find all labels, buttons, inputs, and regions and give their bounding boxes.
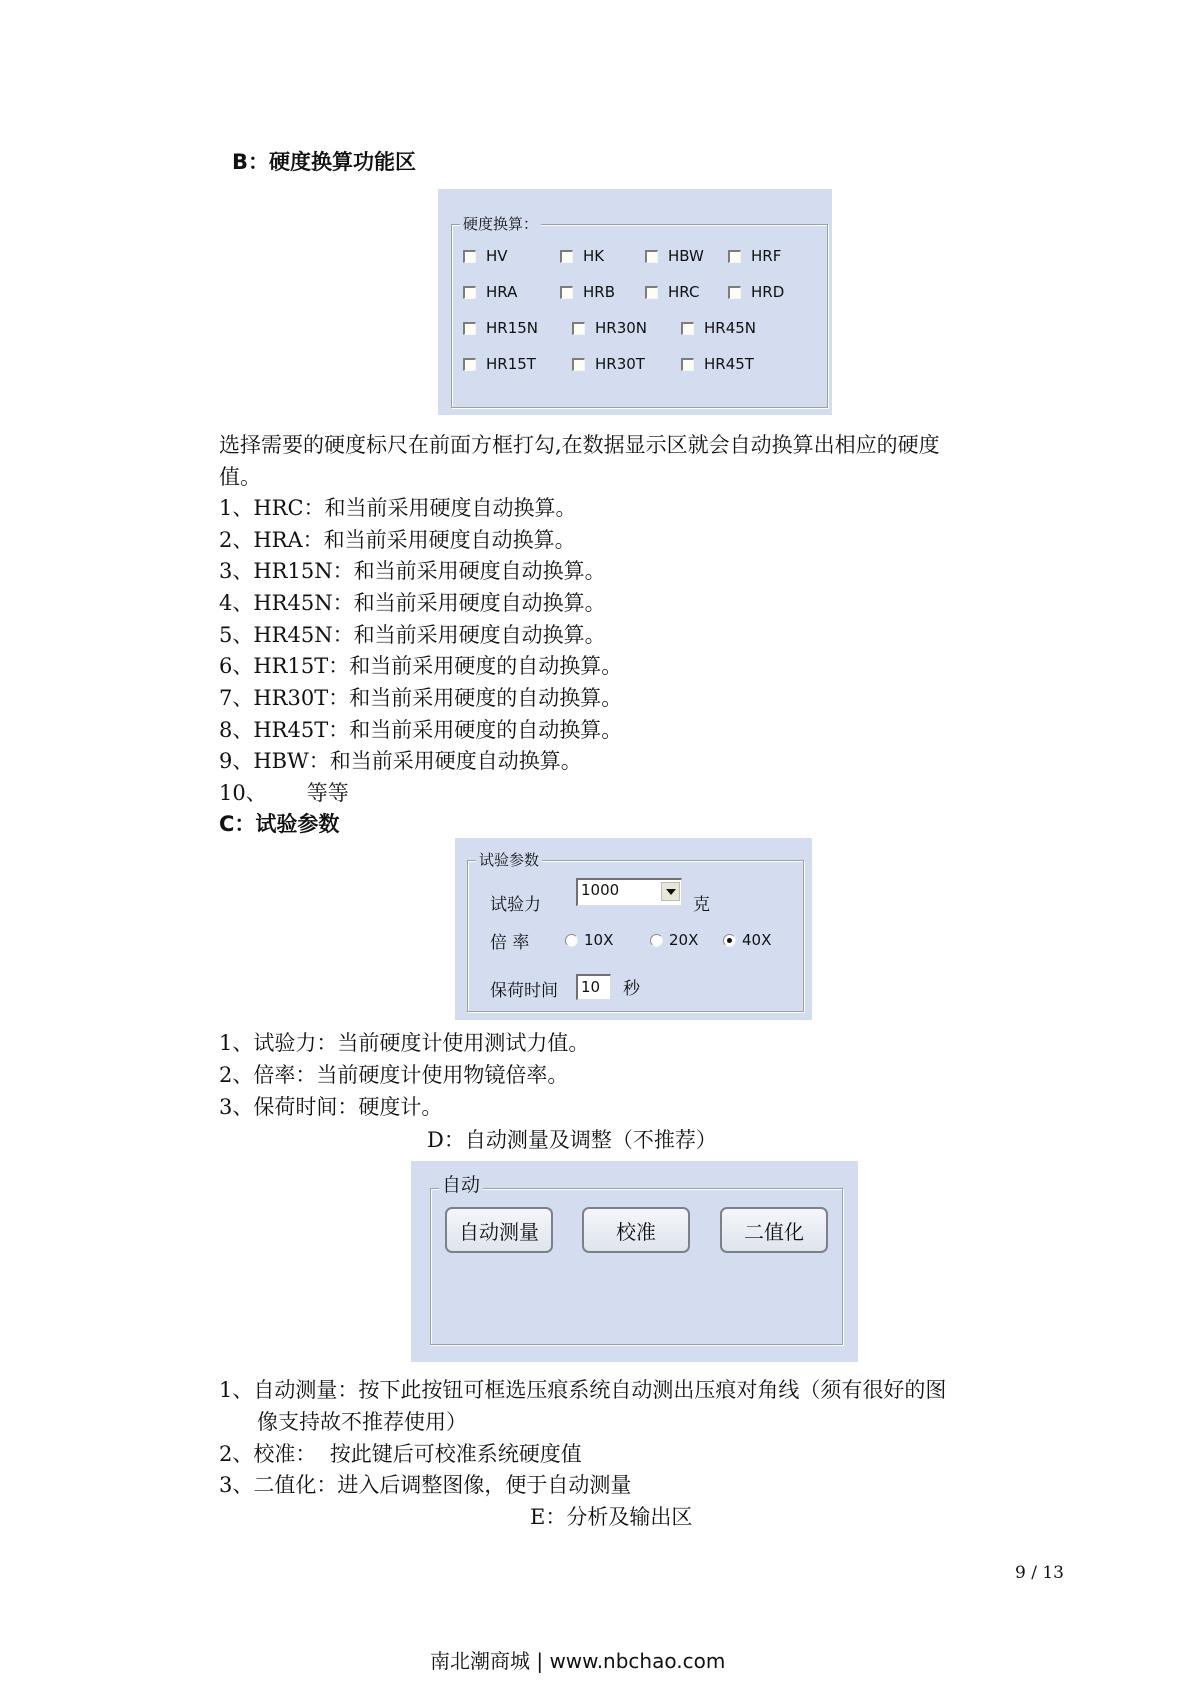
radio-40x[interactable] — [723, 931, 771, 949]
radio-circle[interactable] — [650, 934, 663, 947]
checkbox-hr30n[interactable] — [572, 319, 647, 337]
group-legend: 试验参数 — [476, 850, 542, 870]
checkbox-box[interactable] — [645, 286, 658, 299]
checkbox-label: HR30T — [595, 355, 645, 373]
checkbox-box[interactable] — [728, 286, 741, 299]
checkbox-label: HK — [583, 247, 605, 265]
force-value: 1000 — [581, 881, 620, 899]
list-item: 3、保荷时间：硬度计。 — [219, 1095, 443, 1119]
checkbox-hr45t[interactable] — [681, 355, 754, 373]
radio-circle-selected[interactable] — [723, 934, 736, 947]
checkbox-hr30t[interactable] — [572, 355, 645, 373]
calibrate-button[interactable]: 校准 — [582, 1207, 690, 1253]
checkbox-hrc[interactable] — [645, 283, 699, 301]
list-item: 1、自动测量：按下此按钮可框选压痕系统自动测出压痕对角线（须有很好的图 — [219, 1378, 947, 1402]
checkbox-box[interactable] — [572, 358, 585, 371]
list-item: 8、HR45T：和当前采用硬度的自动换算。 — [219, 718, 623, 742]
checkbox-label: HR45T — [704, 355, 754, 373]
checkbox-label: HRB — [583, 283, 615, 301]
checkbox-hv[interactable] — [463, 247, 508, 265]
list-item: 2、倍率：当前硬度计使用物镜倍率。 — [219, 1063, 569, 1087]
checkbox-box[interactable] — [645, 250, 658, 263]
list-item: 2、校准： 按此键后可校准系统硬度值 — [219, 1442, 582, 1466]
radio-10x[interactable] — [565, 931, 613, 949]
checkbox-hbw[interactable] — [645, 247, 704, 265]
magnification-label: 倍 率 — [490, 933, 530, 953]
checkbox-hra[interactable] — [463, 283, 517, 301]
checkbox-box[interactable] — [463, 358, 476, 371]
list-item: 6、HR15T：和当前采用硬度的自动换算。 — [219, 654, 623, 678]
section-b-heading: B：硬度换算功能区 — [232, 150, 417, 174]
checkbox-label: HBW — [668, 247, 704, 265]
checkbox-label: HRD — [751, 283, 785, 301]
checkbox-label: HRF — [751, 247, 782, 265]
list-item: 1、试验力：当前硬度计使用测试力值。 — [219, 1031, 590, 1055]
section-d-heading: D：自动测量及调整（不推荐） — [427, 1128, 717, 1152]
checkbox-label: HV — [486, 247, 508, 265]
section-c-heading: C：试验参数 — [219, 812, 340, 836]
checkbox-label: HRC — [668, 283, 700, 301]
checkbox-box[interactable] — [463, 250, 476, 263]
checkbox-box[interactable] — [463, 322, 476, 335]
checkbox-hr45n[interactable] — [681, 319, 756, 337]
checkbox-box[interactable] — [560, 250, 573, 263]
checkbox-box[interactable] — [728, 250, 741, 263]
checkbox-box[interactable] — [681, 358, 694, 371]
checkbox-hr15t[interactable] — [463, 355, 536, 373]
checkbox-hr15n[interactable] — [463, 319, 538, 337]
list-item: 7、HR30T：和当前采用硬度的自动换算。 — [219, 686, 623, 710]
list-item: 1、HRC：和当前采用硬度自动换算。 — [219, 496, 577, 520]
checkbox-label: HRA — [486, 283, 518, 301]
footer-text: 南北潮商城 | www.nbchao.com — [430, 1649, 726, 1673]
force-select[interactable] — [576, 878, 682, 906]
list-item: 4、HR45N：和当前采用硬度自动换算。 — [219, 591, 606, 615]
list-item: 3、HR15N：和当前采用硬度自动换算。 — [219, 559, 606, 583]
radio-label: 10X — [584, 931, 614, 949]
checkbox-label: HR30N — [595, 319, 648, 337]
checkbox-hrb[interactable] — [560, 283, 615, 301]
group-legend: 硬度换算： — [460, 214, 541, 234]
list-item: 2、HRA：和当前采用硬度自动换算。 — [219, 528, 576, 552]
checkbox-hk[interactable] — [560, 247, 604, 265]
auto-measure-button[interactable]: 自动测量 — [445, 1207, 553, 1253]
dwell-time-input[interactable]: 10 — [576, 974, 611, 1000]
dwell-time-label: 保荷时间 — [490, 981, 558, 1001]
test-parameters-panel — [455, 838, 812, 1020]
checkbox-box[interactable] — [572, 322, 585, 335]
radio-label: 40X — [742, 931, 772, 949]
checkbox-box[interactable] — [463, 286, 476, 299]
hardness-conversion-panel — [438, 189, 832, 415]
force-label: 试验力 — [490, 895, 541, 915]
checkbox-hrd[interactable] — [728, 283, 784, 301]
radio-label: 20X — [669, 931, 699, 949]
checkbox-box[interactable] — [681, 322, 694, 335]
intro-text-cont: 值。 — [219, 465, 261, 489]
radio-20x[interactable] — [650, 931, 698, 949]
list-item: 10、 等等 — [219, 781, 349, 805]
force-unit: 克 — [693, 895, 710, 915]
list-item: 5、HR45N：和当前采用硬度自动换算。 — [219, 623, 606, 647]
checkbox-box[interactable] — [560, 286, 573, 299]
checkbox-label: HR15N — [486, 319, 539, 337]
list-item: 3、二值化：进入后调整图像，便于自动测量 — [219, 1473, 632, 1497]
checkbox-hrf[interactable] — [728, 247, 781, 265]
radio-circle[interactable] — [565, 934, 578, 947]
auto-panel — [411, 1161, 858, 1362]
section-e-heading: E：分析及输出区 — [530, 1505, 693, 1529]
page-number: 9 / 13 — [1015, 1563, 1064, 1583]
checkbox-label: HR45N — [704, 319, 757, 337]
checkbox-label: HR15T — [486, 355, 536, 373]
binarize-button[interactable]: 二值化 — [720, 1207, 828, 1253]
dwell-time-unit: 秒 — [623, 979, 640, 999]
group-legend: 自动 — [439, 1175, 483, 1195]
chevron-down-icon[interactable] — [661, 882, 680, 901]
list-item-cont: 像支持故不推荐使用） — [257, 1410, 467, 1434]
intro-text: 选择需要的硬度标尺在前面方框打勾,在数据显示区就会自动换算出相应的硬度 — [219, 433, 940, 457]
list-item: 9、HBW：和当前采用硬度自动换算。 — [219, 749, 582, 773]
